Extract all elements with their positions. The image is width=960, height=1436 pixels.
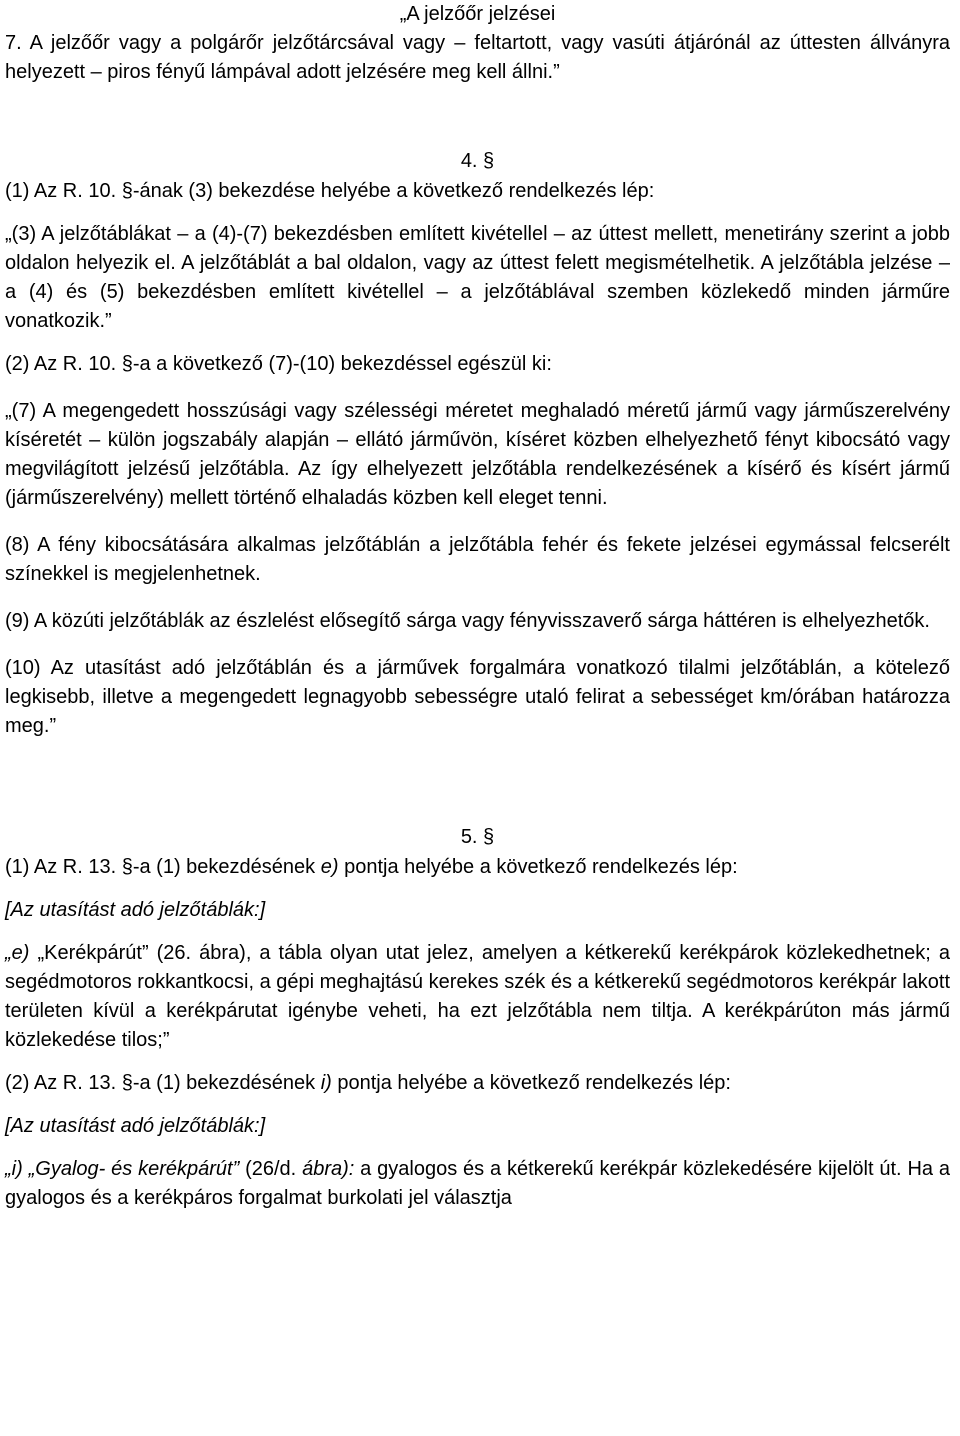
section-number-5: 5. § bbox=[460, 826, 495, 848]
paragraph-7: 7. A jelzőőr vagy a polgárőr jelzőtárcsával vagy – feltartott, vagy vasúti átjárónál az úttesten állványra helyezett – piros fényű lámpával adott jelzésére meg kell állni.” bbox=[5, 32, 950, 83]
amendment-5-1-point: e) bbox=[320, 856, 339, 878]
document-page bbox=[5, 0, 950, 1213]
bracket-heading-2 bbox=[5, 1112, 950, 1141]
point-e-body: „Kerékpárút” (26. ábra), a tábla olyan utat jelez, amelyen a kétkerekű kerékpárok közlekedhetnek; a segédmotoros rokkantkocsi, a gépi meghajtású kerekes szék és a kétkerekű segédmotoros kerékpár lakott területen kívül a kerékpárutat igénybe veheti, ha ezt jelzőtábla nem tiltja. A kerékpárúton más jármű közlekedése tilos;” bbox=[5, 942, 950, 1051]
amendment-5-1 bbox=[5, 853, 950, 882]
point-i-body: a gyalogos és a kétkerekű kerékpár közlekedésére kijelölt út. Ha a gyalogos és a kerékpáros forgalmat burkolati jel választja bbox=[5, 1158, 950, 1209]
bracket-heading-1-text: [Az utasítást adó jelzőtáblák:] bbox=[5, 899, 266, 921]
section-heading: „A jelzőőr jelzései bbox=[399, 3, 556, 25]
point-i-fig-label: ábra): bbox=[302, 1158, 355, 1180]
amendment-4-1-text: „(3) A jelzőtáblákat – a (4)-(7) bekezdésben említett kivétellel – az úttest mellett, menetirány szerint a jobb oldalon helyezik el. A jelzőtáblát a bal oldalon, vagy az úttest felett megismételhetik. A jelzőtábla jelzése – a (4) és (5) bekezdésben említett kivétellel – a jelzőtáblával szemben közlekedő minden járműre vonatkozik.” bbox=[5, 223, 950, 332]
point-i-fig-start: (26/d. bbox=[239, 1158, 303, 1180]
amendment-5-2 bbox=[5, 1069, 950, 1098]
amendment-4-1: (1) Az R. 10. §-ának (3) bekezdése helyébe a következő rendelkezés lép: bbox=[5, 180, 655, 202]
section-number-4: 4. § bbox=[460, 150, 495, 172]
amendment-5-2-start: (2) Az R. 13. §-a (1) bekezdésének bbox=[5, 1072, 321, 1094]
paragraph-10-new: (10) Az utasítást adó jelzőtáblán és a járművek forgalmára vonatkozó tilalmi jelzőtáblán, a kötelező legkisebb, illetve a megengedett legnagyobb sebességre utaló felirat a sebességet km/órában határozza meg.” bbox=[5, 657, 950, 737]
paragraph-8-new: (8) A fény kibocsátására alkalmas jelzőtáblán a jelzőtábla fehér és fekete jelzései egymással felcserélt színekkel is megjelenhetnek. bbox=[5, 534, 950, 585]
amendment-5-1-end: pontja helyébe a következő rendelkezés lép: bbox=[338, 856, 738, 878]
amendment-5-2-end: pontja helyébe a következő rendelkezés lép: bbox=[331, 1072, 731, 1094]
paragraph-9-new: (9) A közúti jelzőtáblák az észlelést elősegítő sárga vagy fényvisszaverő sárga háttéren is elhelyezhetők. bbox=[5, 610, 930, 632]
bracket-heading-2-text: [Az utasítást adó jelzőtáblák:] bbox=[5, 1115, 266, 1137]
amendment-5-2-point: i) bbox=[320, 1072, 332, 1094]
paragraph-7-new: „(7) A megengedett hosszúsági vagy szélességi méretet meghaladó méretű jármű vagy járműszerelvény kíséretét – külön jogszabály alapján – ellátó járművön, kíséret közben elhelyezhető fényt kibocsátó vagy megvilágított jelzésű jelzőtábla. Az így elhelyezett jelzőtábla rendelkezésének a kísérő és kísért jármű (járműszerelvény) mellett történő elhaladás közben kell eleget tenni. bbox=[5, 400, 950, 509]
amendment-4-2: (2) Az R. 10. §-a a következő (7)-(10) bekezdéssel egészül ki: bbox=[5, 353, 552, 375]
point-i-label: „i) „Gyalog- és kerékpárút” bbox=[5, 1158, 240, 1180]
bracket-heading-1 bbox=[5, 896, 950, 925]
point-i-text bbox=[5, 1155, 950, 1213]
point-e-text bbox=[5, 939, 950, 1055]
point-e-label: „e) bbox=[5, 942, 30, 964]
amendment-5-1-start: (1) Az R. 13. §-a (1) bekezdésének bbox=[5, 856, 321, 878]
